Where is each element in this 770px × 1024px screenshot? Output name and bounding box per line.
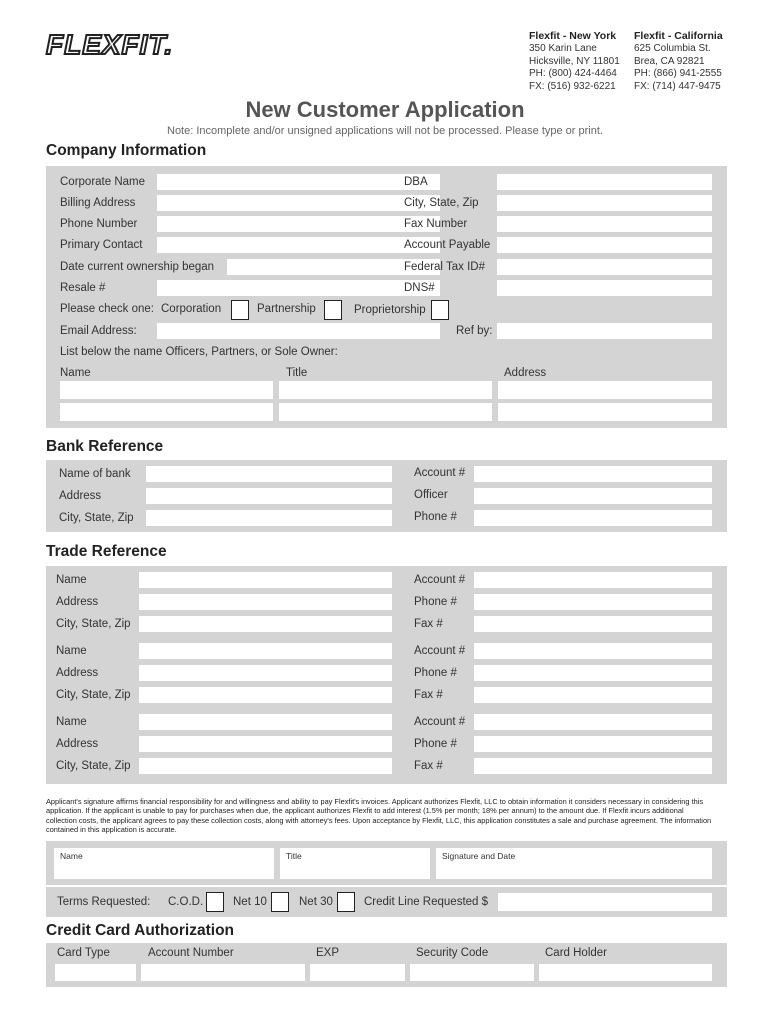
ref-by-label: Ref by: — [456, 325, 493, 337]
check-one-label: Please check one: — [60, 303, 154, 315]
resale-field[interactable] — [157, 280, 440, 296]
trade-2-phone-label: Phone # — [414, 667, 457, 679]
office-line: PH: (800) 424-4464 — [529, 68, 617, 80]
city-state-zip-label: City, State, Zip — [404, 197, 479, 209]
trade-3-phone-field[interactable] — [474, 736, 712, 752]
trade-2-fax-label: Fax # — [414, 689, 443, 701]
trade-3-name-field[interactable] — [139, 714, 392, 730]
office-california — [634, 30, 723, 93]
office-line: Hicksville, NY 11801 — [529, 55, 620, 67]
trade-2-address-label: Address — [56, 667, 99, 679]
account-payable-label: Account Payable — [404, 239, 491, 251]
primary-contact-label: Primary Contact — [60, 239, 143, 251]
billing-address-field[interactable] — [157, 195, 440, 211]
exp-field[interactable] — [310, 964, 405, 981]
office-line: PH: (866) 941-2555 — [634, 68, 722, 80]
trade-1-name-label: Name — [56, 574, 87, 586]
page-note: Note: Incomplete and/or unsigned applications will not be processed. Please type or print. — [167, 125, 603, 137]
office-line: 625 Columbia St. — [634, 43, 711, 55]
officer-name-header: Name — [60, 367, 91, 379]
ref-by-field[interactable] — [497, 323, 712, 339]
office-new-york — [529, 30, 620, 93]
card-type-label: Card Type — [57, 947, 110, 959]
office-name: Flexfit - New York — [529, 30, 617, 42]
credit-card-heading: Credit Card Authorization — [46, 922, 235, 939]
cod-checkbox[interactable] — [206, 892, 224, 912]
trade-1-name-field[interactable] — [139, 572, 392, 588]
trade-2-csz-label: City, State, Zip — [56, 689, 131, 701]
exp-label: EXP — [316, 947, 340, 959]
officer-2-title-field[interactable] — [279, 403, 492, 421]
signature-title-label: Title — [286, 851, 302, 861]
office-line: FX: (714) 447-9475 — [634, 80, 721, 92]
net30-checkbox[interactable] — [337, 892, 355, 912]
office-line: FX: (516) 932-6221 — [529, 80, 616, 92]
credit-line-field[interactable] — [498, 893, 712, 911]
office-line: 350 Karin Lane — [529, 43, 597, 55]
partnership-checkbox[interactable] — [324, 300, 342, 320]
phone-number-field[interactable] — [157, 216, 440, 232]
bank-heading: Bank Reference — [46, 438, 164, 455]
terms-label: Terms Requested: — [57, 896, 151, 908]
trade-1-account-label: Account # — [414, 574, 466, 586]
bank-account-label: Account # — [414, 467, 466, 479]
net10-checkbox[interactable] — [271, 892, 289, 912]
bank-name-label: Name of bank — [59, 468, 131, 480]
corporate-name-field[interactable] — [157, 174, 440, 190]
trade-1-account-field[interactable] — [474, 572, 712, 588]
trade-3-csz-field[interactable] — [139, 758, 392, 774]
dba-label: DBA — [404, 176, 428, 188]
proprietorship-label: Proprietorship — [354, 304, 426, 316]
signature-title-field[interactable] — [280, 848, 430, 879]
resale-label: Resale # — [60, 282, 106, 294]
trade-1-csz-label: City, State, Zip — [56, 618, 131, 630]
bank-panel — [46, 460, 727, 532]
security-code-label: Security Code — [416, 947, 489, 959]
trade-1-fax-field[interactable] — [474, 616, 712, 632]
flexfit-logo: FLEXFIT. — [46, 29, 174, 60]
trade-1-address-label: Address — [56, 596, 99, 608]
federal-tax-field[interactable] — [497, 259, 712, 275]
date-ownership-label: Date current ownership began — [60, 261, 215, 273]
trade-panel — [46, 566, 727, 784]
trade-3-address-field[interactable] — [139, 736, 392, 752]
officer-title-header: Title — [286, 367, 308, 379]
corporation-label: Corporation — [161, 303, 222, 315]
corporation-checkbox[interactable] — [231, 300, 249, 320]
trade-2-account-label: Account # — [414, 645, 466, 657]
signature-date-label: Signature and Date — [442, 851, 516, 861]
trade-3-address-label: Address — [56, 738, 99, 750]
trade-3-name-label: Name — [56, 716, 87, 728]
trade-2-address-field[interactable] — [139, 665, 392, 681]
company-panel — [46, 166, 727, 428]
trade-2-fax-field[interactable] — [474, 687, 712, 703]
trade-3-csz-label: City, State, Zip — [56, 760, 131, 772]
trade-2-name-field[interactable] — [139, 643, 392, 659]
legal-disclaimer: Applicant's signature affirms financial responsibility for and willingness and ability to pay Flexfit's invoices. Applicant authorizes Flexfit, LLC to obtain information it considers necessary in considering this application. If the applicant is unable to pay for purchases when due, the applicant authorizes Flexfit to add interest (1.5% per month; 18% per annum) to the amount due. If Flexfit incurs additional collection costs, the applicant agrees to pay these collection costs, along with attorney's fees. Upon acceptance by Flexfit, LLC, this application constitutes a sale and purchase agreement. The information contained in this application is accurate. — [46, 797, 712, 834]
bank-officer-field[interactable] — [474, 488, 712, 504]
city-state-zip-field[interactable] — [497, 195, 712, 211]
dns-label: DNS# — [404, 282, 435, 294]
account-payable-field[interactable] — [497, 237, 712, 253]
bank-name-field[interactable] — [146, 466, 392, 482]
officer-address-header: Address — [504, 367, 547, 379]
officer-1-address-field[interactable] — [498, 381, 712, 399]
signature-name-label: Name — [60, 851, 83, 861]
trade-3-fax-field[interactable] — [474, 758, 712, 774]
phone-number-label: Phone Number — [60, 218, 138, 230]
bank-account-field[interactable] — [474, 466, 712, 482]
trade-3-phone-label: Phone # — [414, 738, 457, 750]
trade-2-account-field[interactable] — [474, 643, 712, 659]
trade-2-phone-field[interactable] — [474, 665, 712, 681]
trade-1-phone-label: Phone # — [414, 596, 457, 608]
officer-2-name-field[interactable] — [60, 403, 273, 421]
partnership-label: Partnership — [257, 303, 316, 315]
company-heading: Company Information — [46, 142, 207, 159]
trade-3-account-label: Account # — [414, 716, 466, 728]
bank-phone-field[interactable] — [474, 510, 712, 526]
primary-contact-field[interactable] — [157, 237, 440, 253]
federal-tax-label: Federal Tax ID# — [404, 261, 485, 273]
office-name: Flexfit - California — [634, 30, 723, 42]
fax-number-label: Fax Number — [404, 218, 468, 230]
corporate-name-label: Corporate Name — [60, 176, 146, 188]
signature-name-field[interactable] — [54, 848, 274, 879]
account-number-label: Account Number — [148, 947, 234, 959]
trade-1-phone-field[interactable] — [474, 594, 712, 610]
cod-label: C.O.D. — [168, 896, 204, 908]
card-holder-label: Card Holder — [545, 947, 607, 959]
trade-1-fax-label: Fax # — [414, 618, 443, 630]
bank-address-field[interactable] — [146, 488, 392, 504]
officer-1-title-field[interactable] — [279, 381, 492, 399]
billing-address-label: Billing Address — [60, 197, 136, 209]
bank-address-label: Address — [59, 490, 102, 502]
trade-1-csz-field[interactable] — [139, 616, 392, 632]
card-holder-field[interactable] — [539, 964, 712, 981]
email-field[interactable] — [157, 323, 440, 339]
net10-label: Net 10 — [233, 896, 267, 908]
trade-heading: Trade Reference — [46, 543, 167, 560]
account-number-field[interactable] — [141, 964, 305, 981]
trade-2-csz-field[interactable] — [139, 687, 392, 703]
dba-field[interactable] — [497, 174, 712, 190]
officers-instruction: List below the name Officers, Partners, or Sole Owner: — [60, 346, 338, 358]
credit-line-label: Credit Line Requested $ — [364, 896, 489, 908]
security-code-field[interactable] — [410, 964, 534, 981]
trade-3-fax-label: Fax # — [414, 760, 443, 772]
bank-csz-label: City, State, Zip — [59, 512, 134, 524]
bank-officer-label: Officer — [414, 489, 448, 501]
bank-phone-label: Phone # — [414, 511, 457, 523]
trade-3-account-field[interactable] — [474, 714, 712, 730]
dns-field[interactable] — [497, 280, 712, 296]
trade-1-address-field[interactable] — [139, 594, 392, 610]
bank-csz-field[interactable] — [146, 510, 392, 526]
email-label: Email Address: — [60, 325, 137, 337]
card-type-field[interactable] — [55, 964, 136, 981]
net30-label: Net 30 — [299, 896, 333, 908]
officer-2-address-field[interactable] — [498, 403, 712, 421]
trade-2-name-label: Name — [56, 645, 87, 657]
page-title: New Customer Application — [245, 97, 525, 122]
fax-number-field[interactable] — [497, 216, 712, 232]
proprietorship-checkbox[interactable] — [431, 300, 449, 320]
office-line: Brea, CA 92821 — [634, 55, 705, 67]
officer-1-name-field[interactable] — [60, 381, 273, 399]
